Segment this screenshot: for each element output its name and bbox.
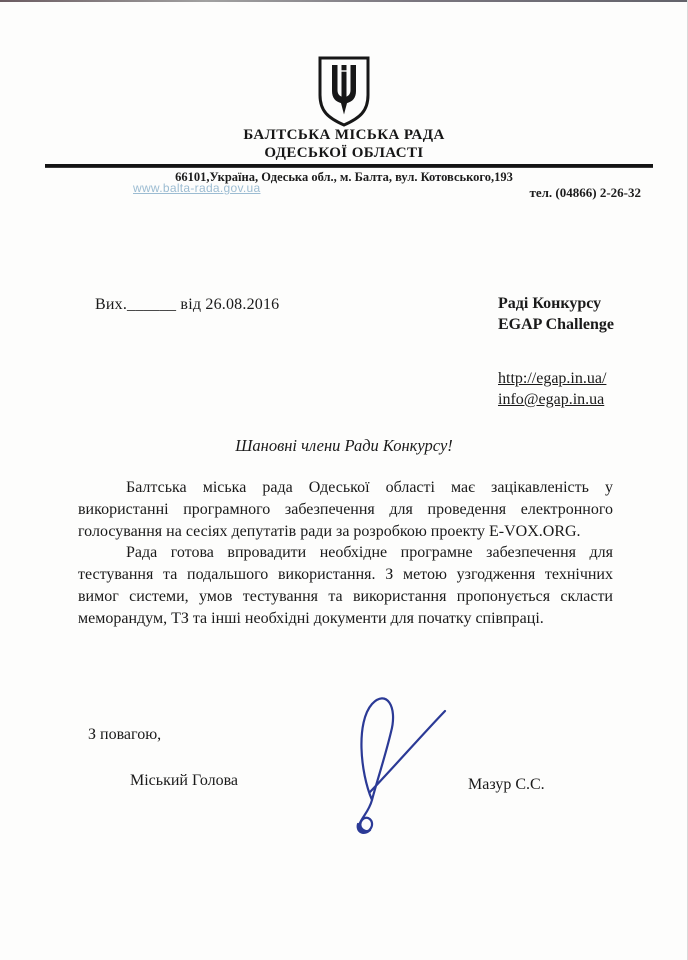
- org-name-line1: БАЛТСЬКА МІСЬКА РАДА: [243, 127, 445, 143]
- signature-ink-icon: [330, 680, 452, 838]
- recipient-line2: EGAP Challenge: [498, 316, 615, 333]
- org-name-line2: ОДЕСЬКОЇ ОБЛАСТІ: [264, 145, 424, 161]
- letter-body: [78, 477, 613, 630]
- salutation: Шановні члени Ради Конкурсу!: [235, 436, 453, 455]
- recipient-line1: Раді Конкурсу: [498, 295, 602, 312]
- org-website-link[interactable]: www.balta-rada.gov.ua: [133, 181, 261, 195]
- signer-name: Мазур С.С.: [468, 776, 545, 793]
- org-phone: тел. (04866) 2-26-32: [529, 185, 641, 200]
- scan-artifact-top-edge: [0, 0, 688, 2]
- body-paragraph-1: Балтська міська рада Одеської області має зацікавленість у використанні програмного забезпечення для проведення електронного голосування на сесіях депутатів ради за розробкою проекту E-VOX.ORG.: [78, 479, 613, 540]
- org-name: [0, 126, 688, 162]
- trident-emblem-icon: [312, 55, 376, 127]
- org-address: 66101,Україна, Одеська обл., м. Балта, вул. Котовського,193: [175, 170, 513, 184]
- signer-job-title: Міський Голова: [130, 772, 239, 789]
- closing-regards: З повагою,: [88, 726, 162, 743]
- recipient-email-link[interactable]: info@egap.in.ua: [498, 391, 605, 408]
- outgoing-ref-date: Вих.______ від 26.08.2016: [95, 296, 280, 313]
- recipient-block: [498, 293, 614, 410]
- body-paragraph-2: Рада готова впровадити необхідне програмне забезпечення для тестування та подальшого використання. З метою узгодження технічних вимог системи, умов тестування та використання пропонується скласти меморандум, ТЗ та інші необхідні документи для початку співпраці.: [78, 544, 613, 627]
- recipient-url-link[interactable]: http://egap.in.ua/: [498, 370, 607, 387]
- recipient-links: [498, 368, 614, 410]
- header-separator-rule: [45, 164, 653, 168]
